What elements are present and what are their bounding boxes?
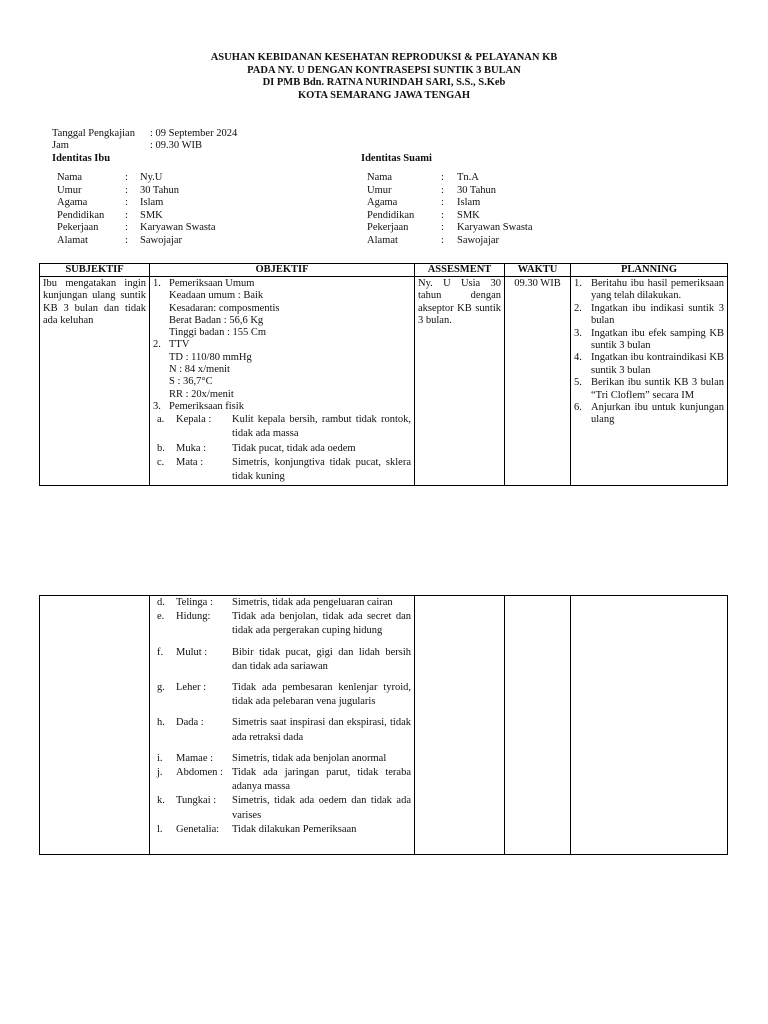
soap-content-row: [40, 277, 728, 486]
soap-header-row: [40, 264, 728, 277]
title-line-2: PADA NY. U DENGAN KONTRASEPSI SUNTIK 3 BULAN: [247, 64, 521, 76]
planning-cell: [571, 277, 728, 486]
exam-item: l. Genetalia: Tidak dilakukan Pemeriksaan: [157, 823, 357, 835]
time-label: Jam: [52, 140, 69, 151]
planning-item: 3. Ingatkan ibu efek samping KB suntik 3 bulan: [574, 327, 724, 352]
waktu-cell: 09.30 WIB: [505, 277, 571, 486]
husband-row: Alamat : Sawojajar: [367, 234, 499, 246]
subjektif-cell-empty: [40, 596, 150, 855]
subjektif-cell: Ibu mengatakan ingin kunjungan ulang suntik KB 3 bulan dan tidak ada keluhan: [40, 277, 150, 486]
soap-continuation-row: [40, 596, 728, 855]
objektif-kesadaran: Kesadaran: composmentis: [169, 302, 280, 314]
mother-identity-table: [57, 172, 216, 248]
mother-row: Pekerjaan : Karyawan Swasta: [57, 222, 216, 234]
soap-table-page-2: [39, 595, 728, 855]
exam-item: k. Tungkai : Simetris, tidak ada oedem dan tidak ada varises: [157, 795, 411, 821]
mother-identity-heading: Identitas Ibu: [52, 153, 111, 164]
mother-row: Pendidikan : SMK: [57, 209, 163, 221]
objektif-cell: [150, 277, 415, 486]
husband-row: Pekerjaan : Karyawan Swasta: [367, 222, 533, 234]
husband-row: Agama : Islam: [367, 197, 481, 209]
header-subjektif: SUBJEKTIF: [40, 264, 150, 277]
waktu-cell-empty: [505, 596, 571, 855]
objektif-rr: RR : 20x/menit: [169, 388, 234, 400]
husband-identity-table: [367, 172, 533, 248]
assessment-meta: [52, 128, 237, 152]
header-assesment: ASSESMENT: [415, 264, 505, 277]
objektif-nadi: N : 84 x/menit: [169, 364, 230, 376]
exam-item: j. Abdomen : Tidak ada jaringan parut, tidak teraba adanya massa: [157, 767, 411, 793]
mother-row: Agama : Islam: [57, 197, 164, 209]
time-value: : 09.30 WIB: [150, 140, 203, 151]
header-objektif: OBJEKTIF: [150, 264, 415, 277]
husband-row: Nama : Tn.A: [367, 172, 479, 183]
header-waktu: WAKTU: [505, 264, 571, 277]
planning-item: 4. Ingatkan ibu kontraindikasi KB suntik 3 bulan: [574, 352, 724, 376]
planning-item: 5. Berikan ibu suntik KB 3 bulan “Tri Cloflem” secara IM: [574, 377, 724, 401]
husband-row: Pendidikan : SMK: [367, 209, 480, 221]
title-line-1: ASUHAN KEBIDANAN KESEHATAN REPRODUKSI & PELAYANAN KB: [210, 52, 558, 63]
exam-item: g. Leher : Tidak ada pembesaran kenlenjar tyroid, tidak ada pelebaran vena jugularis: [157, 682, 411, 708]
exam-item: h. Dada : Simetris saat inspirasi dan ekspirasi, tidak ada retraksi dada: [157, 717, 411, 743]
date-label: Tanggal Pengkajian: [52, 128, 135, 139]
objektif-berat-badan: Berat Badan : 56,6 Kg: [169, 314, 264, 326]
document-title: [0, 52, 768, 102]
soap-table-page-1: [39, 263, 728, 486]
planning-cell-empty: [571, 596, 728, 855]
exam-item: f. Mulut : Bibir tidak pucat, gigi dan lidah bersih dan tidak ada sariawan: [157, 646, 411, 672]
objektif-suhu: S : 36,7°C: [169, 376, 213, 388]
mother-row: Alamat : Sawojajar: [57, 234, 182, 246]
objektif-item: 3. Pemeriksaan fisik: [153, 400, 244, 412]
exam-item: e. Hidung: Tidak ada benjolan, tidak ada secret dan tidak ada pergerakan cuping hidung: [157, 611, 411, 637]
objektif-item: 1. Pemeriksaan Umum: [153, 278, 255, 289]
header-planning: PLANNING: [571, 264, 728, 277]
mother-row: Nama : Ny.U: [57, 172, 163, 183]
title-line-4: KOTA SEMARANG JAWA TENGAH: [297, 89, 470, 101]
exam-item: a. Kepala : Kulit kepala bersih, rambut tidak rontok, tidak ada massa: [157, 414, 411, 440]
assesment-cell-empty: [415, 596, 505, 855]
assesment-cell: Ny. U Usia 30 tahun dengan akseptor KB suntik 3 bulan.: [415, 277, 505, 486]
objektif-keadaan: Keadaan umum : Baik: [169, 290, 264, 302]
exam-item: c. Mata : Simetris, konjungtiva tidak pucat, sklera tidak kuning: [157, 456, 411, 483]
planning-item: 6. Anjurkan ibu untuk kunjungan ulang: [574, 402, 724, 426]
exam-item: b. Muka : Tidak pucat, tidak ada oedem: [157, 442, 356, 454]
husband-identity-heading: Identitas Suami: [361, 153, 432, 164]
date-value: : 09 September 2024: [150, 128, 238, 139]
objektif-item: 2. TTV: [153, 339, 190, 351]
exam-item: i. Mamae : Simetris, tidak ada benjolan anormal: [157, 752, 387, 764]
objektif-continuation-cell: [150, 596, 415, 855]
objektif-tinggi-badan: Tinggi badan : 155 Cm: [169, 327, 267, 339]
exam-item: d. Telinga : Simetris, tidak ada pengeluaran cairan: [157, 597, 393, 608]
objektif-td: TD : 110/80 mmHg: [169, 351, 252, 363]
mother-row: Umur : 30 Tahun: [57, 184, 180, 196]
title-line-3: DI PMB Bdn. RATNA NURINDAH SARI, S.S., S.Keb: [262, 77, 506, 89]
husband-row: Umur : 30 Tahun: [367, 184, 497, 196]
planning-item: 1. Beritahu ibu hasil pemeriksaan yang telah dilakukan.: [574, 278, 724, 302]
planning-item: 2. Ingatkan ibu indikasi suntik 3 bulan: [574, 302, 724, 327]
